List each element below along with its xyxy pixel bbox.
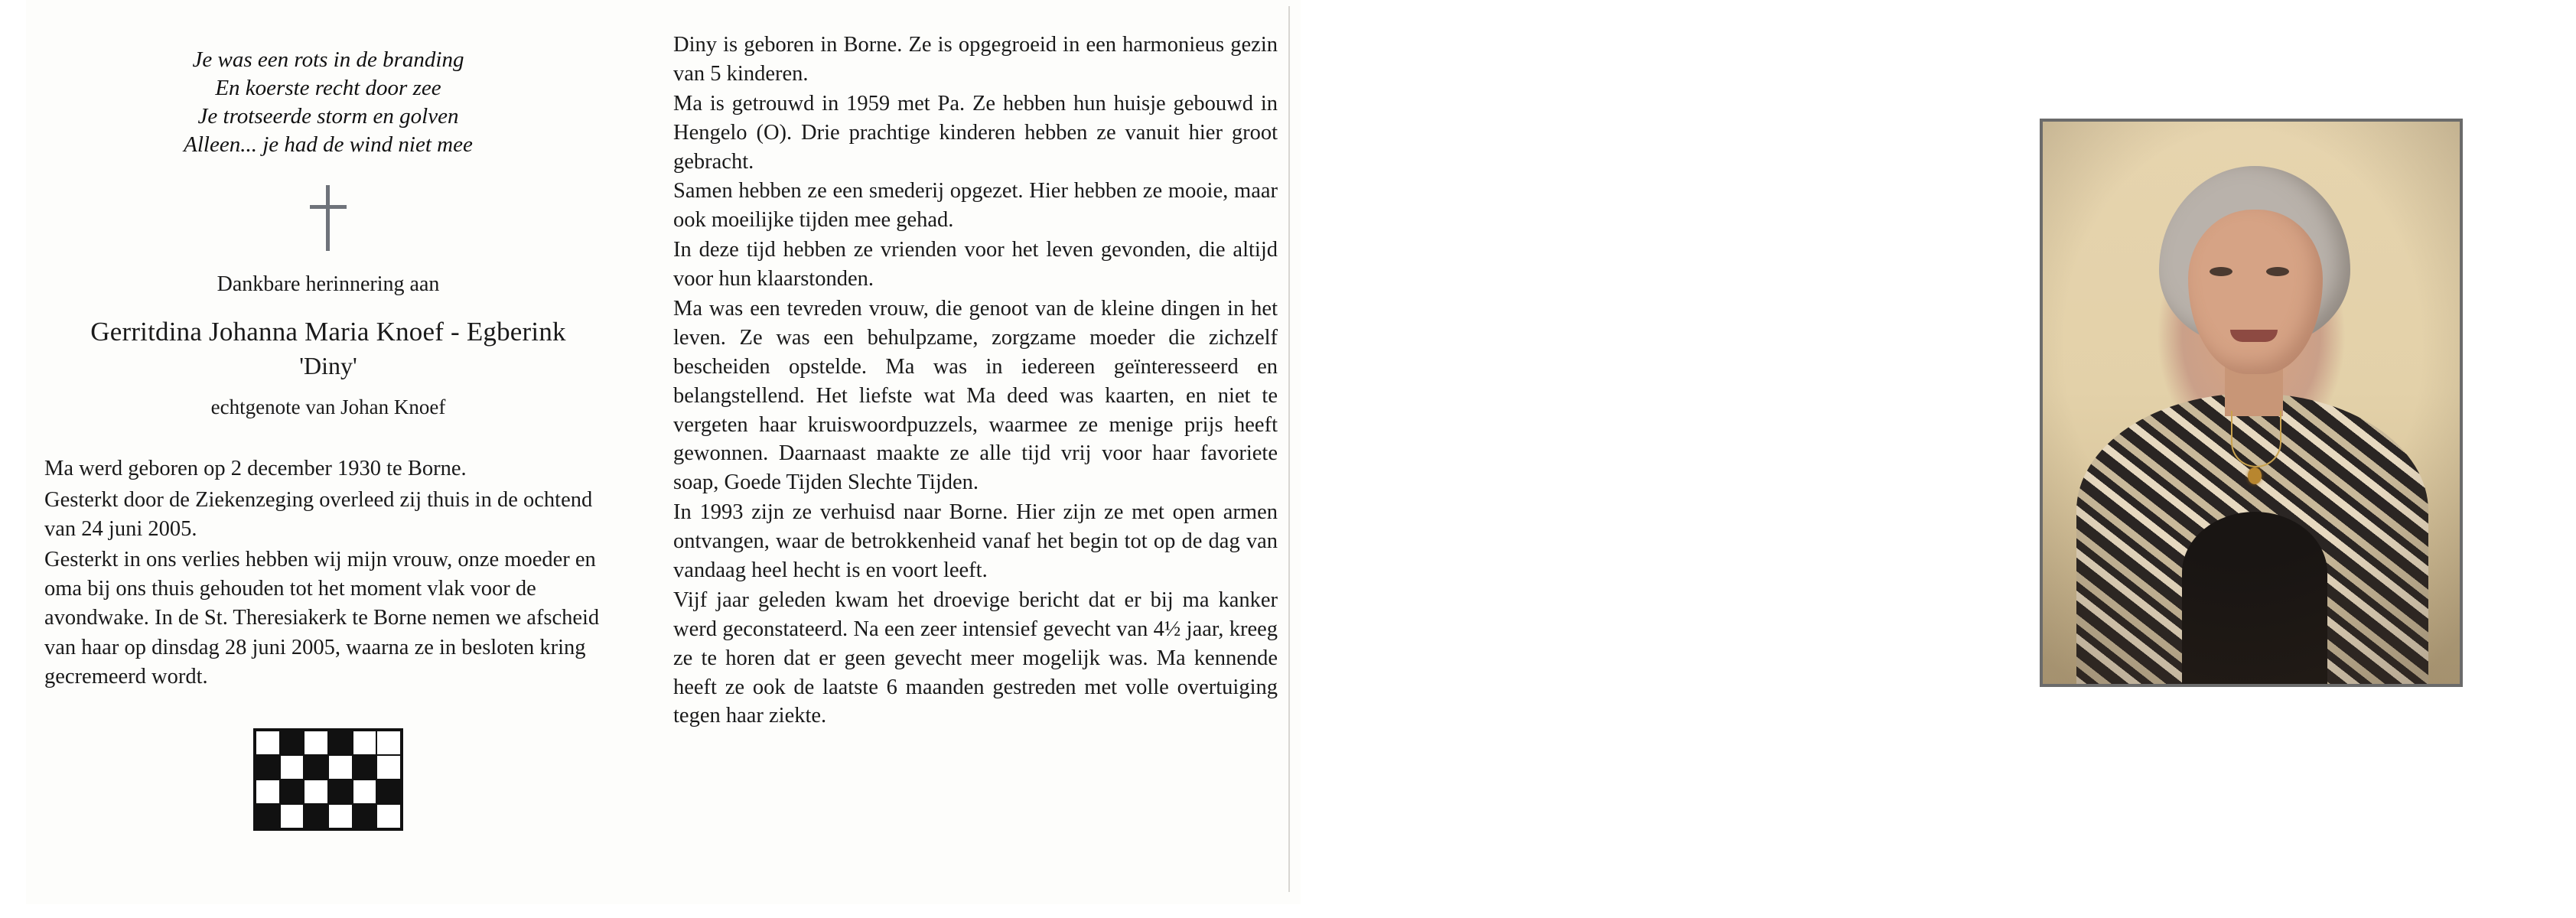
puzzle-cell bbox=[328, 804, 353, 828]
spouse-line: echtgenote van Johan Knoef bbox=[210, 396, 446, 419]
portrait-photo-image bbox=[2043, 122, 2460, 684]
poem bbox=[44, 46, 612, 159]
poem-line-3: Je trotseerde storm en golven bbox=[197, 104, 459, 129]
bio-paragraph: Gesterkt in ons verlies hebben wij mijn vrouw, onze moeder en oma bij ons thuis gehouden tot het moment vlak voor de avondwake. In de St. Theresiakerk te Borne nemen we afscheid van haar op dinsdag 28 juni 2005, waarna ze in besloten kring gecremeerd wordt. bbox=[44, 548, 600, 688]
panel-fold-line bbox=[1288, 6, 1290, 892]
puzzle-cell bbox=[328, 731, 353, 755]
bio-paragraph: Ma werd geboren op 2 december 1930 te Borne. bbox=[44, 457, 467, 481]
puzzle-cell bbox=[256, 780, 280, 804]
puzzle-cell bbox=[376, 804, 401, 828]
story-paragraph: Ma was een tevreden vrouw, die genoot van de kleine dingen in het leven. Ze was een behulpzame, zorgzame moeder die zichzelf bescheiden opstelde. Ma was in iedereen geïnteresseerd en belangstellend. Het liefste wat Ma deed was kaarten, en niet te vergeten haar kruiswoordpuzzels, waarmee ze menige prijs heeft gewonnen. Daarnaast maakte ze alle tijd vrij voor haar favoriete soap, Goede Tijden Slechte Tijden. bbox=[673, 297, 1278, 495]
left-panel bbox=[26, 31, 630, 903]
puzzle-cell bbox=[280, 804, 304, 828]
life-story bbox=[673, 31, 1278, 731]
portrait-vignette bbox=[2043, 122, 2460, 684]
poem-line-4: Alleen... je had de wind niet mee bbox=[184, 132, 473, 158]
bio-paragraph: Gesterkt door de Ziekenzeging overleed zij thuis in de ochtend van 24 juni 2005. bbox=[44, 487, 593, 541]
deceased-name: Gerritdina Johanna Maria Knoef - Egberink bbox=[90, 317, 566, 347]
dedication-text: Dankbare herinnering aan bbox=[217, 272, 440, 297]
deceased-nickname: 'Diny' bbox=[299, 352, 357, 380]
puzzle-cell bbox=[328, 780, 353, 804]
puzzle-cell bbox=[280, 780, 304, 804]
crossword-puzzle-icon bbox=[253, 728, 403, 831]
story-paragraph: Vijf jaar geleden kwam het droevige bericht dat er bij ma kanker werd geconstateerd. Na een zeer intensief gevecht van 4½ jaar, kreeg ze te horen dat er geen gevecht meer mogelijk was. Ma kennende heeft ze ook de laatste 6 maanden gestreden met volle overtuiging tegen haar ziekte. bbox=[673, 588, 1278, 728]
puzzle-cell bbox=[328, 755, 353, 780]
puzzle-cell bbox=[353, 804, 377, 828]
story-paragraph: In deze tijd hebben ze vrienden voor het leven gevonden, die altijd voor hun klaarstonden. bbox=[673, 238, 1278, 291]
story-paragraph: In 1993 zijn ze verhuisd naar Borne. Hier zijn ze met open armen ontvangen, waar de betrokkenheid vanaf het begin tot op de dag van vandaag heel hecht is en voort leeft. bbox=[673, 500, 1278, 583]
puzzle-cell bbox=[376, 731, 401, 755]
puzzle-cell bbox=[353, 780, 377, 804]
story-paragraph: Ma is getrouwd in 1959 met Pa. Ze hebben hun huisje gebouwd in Hengelo (O). Drie prachtige kinderen hebben ze vanuit hier groot gebracht. bbox=[673, 91, 1278, 174]
puzzle-cell bbox=[280, 731, 304, 755]
puzzle-cell bbox=[304, 731, 328, 755]
latin-cross-icon bbox=[305, 185, 351, 251]
puzzle-cell bbox=[304, 804, 328, 828]
puzzle-cell bbox=[376, 780, 401, 804]
middle-panel bbox=[673, 31, 1278, 903]
puzzle-cell bbox=[304, 755, 328, 780]
story-paragraph: Diny is geboren in Borne. Ze is opgegroeid in een harmonieus gezin van 5 kinderen. bbox=[673, 33, 1278, 86]
puzzle-cell bbox=[256, 804, 280, 828]
poem-line-2: En koerste recht door zee bbox=[215, 76, 441, 101]
puzzle-cell bbox=[376, 755, 401, 780]
right-panel bbox=[1301, 0, 2576, 918]
puzzle-cell bbox=[353, 731, 377, 755]
story-paragraph: Samen hebben ze een smederij opgezet. Hier hebben ze mooie, maar ook moeilijke tijden mee gehad. bbox=[673, 179, 1278, 233]
scan-edge-left bbox=[0, 0, 26, 918]
portrait-photo bbox=[2040, 119, 2463, 687]
puzzle-cell bbox=[256, 731, 280, 755]
puzzle-cell bbox=[280, 755, 304, 780]
puzzle-cell bbox=[353, 755, 377, 780]
biography-block bbox=[44, 454, 612, 692]
puzzle-cell bbox=[304, 780, 328, 804]
poem-line-1: Je was een rots in de branding bbox=[192, 47, 464, 72]
puzzle-cell bbox=[256, 755, 280, 780]
